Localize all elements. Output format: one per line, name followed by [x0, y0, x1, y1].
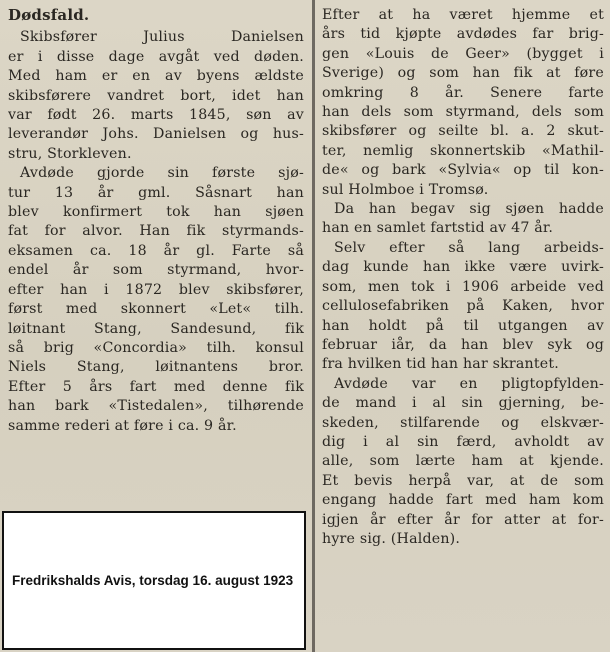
article-heading: Dødsfald. [8, 6, 90, 24]
text-line: gen «Louis de Geer» (bygget i [322, 45, 604, 62]
text-line: skibsfører og seilte bl. a. 2 skut- [322, 123, 604, 140]
article-column-right [322, 6, 604, 549]
text-line: ter, nemlig skonnertskib «Mathil- [322, 142, 604, 159]
text-line: sul Holmboe i Tromsø. [322, 181, 489, 198]
text-line: års tid kjøpte avdødes far brig- [322, 26, 604, 43]
right-column-text [322, 6, 604, 549]
text-line: Selv efter så lang arbeids- [334, 239, 604, 256]
text-line: løitnant Stang, Sandesund, fik [8, 320, 304, 337]
text-line: var født 26. marts 1845, søn av [8, 107, 304, 124]
text-line: Med ham er en av byens ældste [8, 68, 304, 85]
text-line: så brig «Concordia» tilh. konsul [8, 339, 304, 356]
text-line: Da han begav sig sjøen hadde [334, 201, 604, 218]
text-line: skibsførere vandret bort, idet han [8, 87, 304, 104]
text-line: han bark «Tistedalen», tilhørende [8, 398, 304, 415]
text-line: cellulosefabriken på Kaken, hvor [322, 298, 604, 315]
text-line: omkring 8 år. Senere farte [322, 84, 604, 101]
text-line: er i disse dage avgåt ved døden. [8, 48, 304, 65]
text-line: Avdøde var en pligtopfylden- [334, 375, 604, 392]
text-line: endel år som styrmand, hvor- [8, 262, 304, 279]
text-line: tur 13 år gml. Såsnart han [8, 184, 304, 201]
text-line: de mand i al sin gjerning, be- [322, 395, 604, 412]
text-line: han en samlet fartstid av 47 år. [322, 220, 554, 237]
text-line: februar iår, da han blev syk og [322, 336, 604, 353]
text-line: dag kunde han ikke være uvirk- [322, 259, 604, 276]
text-line: Efter at ha været hjemme et [322, 7, 604, 23]
text-line: de« og bark «Sylvia« op til kon- [322, 162, 604, 179]
source-caption: Fredrikshalds Avis, torsdag 16. august 1923 [12, 573, 294, 588]
text-line: Niels Stang, løitnantens bror. [8, 359, 304, 376]
text-line: han holdt på til utgangen av [322, 317, 604, 334]
text-line: igjen år efter år for atter at for- [322, 511, 604, 528]
text-line: fra hvilken tid han har skrantet. [322, 356, 559, 373]
text-line: Skibsfører Julius Danielsen [20, 29, 304, 46]
text-line: Efter 5 års fart med denne fik [8, 378, 304, 395]
text-line: som, men tok i 1906 arbeide ved [322, 278, 604, 295]
left-column-text [8, 28, 304, 436]
text-line: Et bevis herpå var, at de som [322, 472, 604, 489]
text-line: Sverige) og som han fik at føre [322, 65, 604, 82]
text-line: blev konfirmert tok han sjøen [8, 204, 304, 221]
text-line: stru, Storkleven. [8, 145, 132, 162]
text-line: eksamen ca. 18 år gl. Farte så [8, 242, 304, 259]
text-line: Avdøde gjorde sin første sjø- [20, 165, 304, 182]
article-column-left [8, 6, 304, 436]
text-line: samme rederi at føre i ca. 9 år. [8, 417, 237, 434]
text-line: leverandør Johs. Danielsen og hus- [8, 126, 304, 143]
text-line: han dels som styrmand, dels som [322, 104, 604, 121]
text-line: dig i al sin færd, avholdt av [322, 433, 604, 450]
column-divider [312, 0, 315, 652]
text-line: skeden, stilfarende og elskvær- [322, 414, 604, 431]
text-line: fat for alvor. Han fik styrmands- [8, 223, 304, 240]
text-line: alle, som lærte ham at kjende. [322, 453, 604, 470]
text-line: efter han i 1872 blev skibsfører, [8, 281, 304, 298]
text-line: hyre sig. (Halden). [322, 530, 461, 547]
source-caption-box [2, 511, 306, 650]
text-line: først med skonnert «Let« tilh. [8, 301, 304, 318]
text-line: engang hadde fart med ham kom [322, 492, 604, 509]
